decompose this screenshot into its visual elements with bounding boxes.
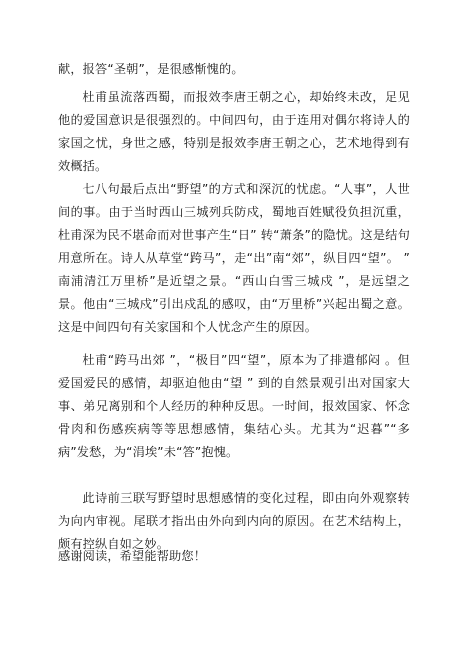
paragraph-1: 献，报答“圣朝”，是很感惭愧的。: [58, 62, 244, 76]
paragraph-5: 此诗前三联写野望时思想感情的变化过程，即由向外观察转为向内审视。尾联才指出由外向到内向的原因。在艺术结构上，颇有控纵自如之妙。: [58, 491, 410, 551]
closing-line: 感谢阅读，希望能帮助您！: [58, 549, 207, 563]
paragraph-2: 杜甫虽流落西蜀，而报效李唐王朝之心，却始终未改，足见他的爱国意识是很强烈的。中间四句，由于连用对偶尔将诗人的家国之忧，身世之感，特别是报效李唐王朝之心，艺术地得到有效概括。: [58, 90, 410, 173]
paragraph-3: 七八句最后点出“野望”的方式和深沉的忧虑。“人事”，人世间的事。由于当时西山三城列兵防戍，蜀地百姓赋役负担沉重，杜甫深为民不堪命而对世事产生“日” 转“萧条”的隐忧。这是结句用意所在。诗人从草堂“跨马”，走“出”南“郊”，纵目四“望”。 ” 南浦清江万里桥”是近望之景。“西山白雪三城戍 ”，是远望之景。他由“三城戍”引出戍乱的感叹，由“万里桥”兴起出蜀之意。这是中间四句有关家国和个人忧念产生的原因。: [58, 182, 410, 334]
paragraph-4: 杜甫“跨马出郊 ”，“极目”四“望”，原本为了排遣郁闷 。但爱国爱民的感情，却驱迫他由“望 ” 到的自然景观引出对国家大事、弟兄离别和个人经历的种种反思。一时间，报效国家、怀念骨肉和伤感疾病等等思想感情，集结心头。尤其为“迟暮”“多病”发愁，为“涓埃”未“答”抱愧。: [58, 353, 410, 459]
